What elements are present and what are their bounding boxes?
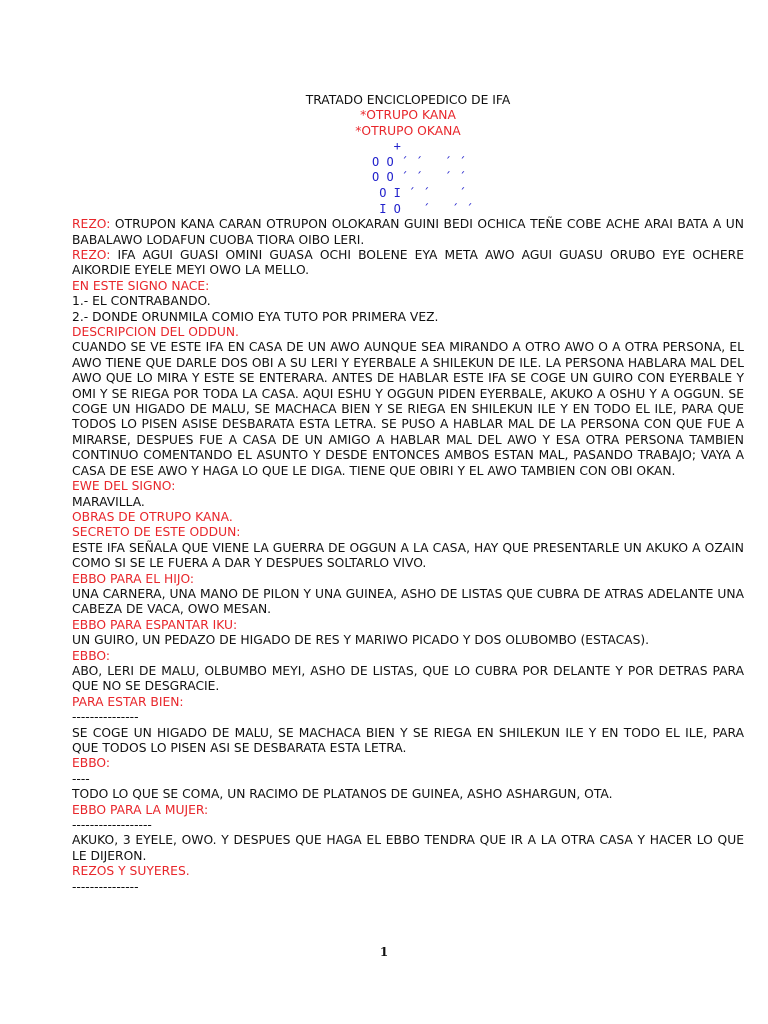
sign-figure [72,139,744,217]
ebbo-1-text: ABO, LERI DE MALU, OLBUMBO MEYI, ASHO DE LISTAS, QUE LO CUBRA POR DELANTE Y POR DETRAS PARA QUE NO SE DESGRACIE. [72,663,744,694]
ebbo-hijo-text: UNA CARNERA, UNA MANO DE PILON Y UNA GUINEA, ASHO DE LISTAS QUE CUBRA DE ATRAS ADELANTE UNA CABEZA DE VACA, OWO MESAN. [72,586,744,617]
sign-figure-line: I O ´ ´ ´ [372,201,474,216]
rezo-label: REZO: [72,217,111,232]
descripcion-text: CUANDO SE VE ESTE IFA EN CASA DE UN AWO AUNQUE SEA MIRANDO A OTRO AWO O A OTRA PERSONA, EL AWO TIENE QUE DARLE DOS OBI A SU LERI Y EYERBALE A SHILEKUN DE ILE. LA PERSONA HABLARA MAL DEL AWO QUE LO MIRA Y ESTE SE ENTERARA. ANTES DE HABLAR ESTE IFA SE COGE UN GUIRO CON EYERBALE Y OMI Y SE RIEGA POR TODA LA CASA. AQUI ESHU Y OGGUN PIDEN EYERBALE, AKUKO A OSHU Y A OGGUN. SE COGE UN HIGADO DE MALU, SE MACHACA BIEN Y SE RIEGA EN SHILEKUN ILE Y EN TODO EL ILE, PARA QUE TODOS LO PISEN ASISE DESBARATA ESTA LETRA. SE PUSO A HABLAR MAL DE LA PERSONA CON QUE FUE A MIRARSE, DESPUES FUE A CASA DE UN AMIGO A HABLAR MAL DEL AWO Y ESA OTRA PERSONA TAMBIEN CONTINUO COMENTANDO EL ASUNTO Y DESDE ENTONCES AMBOS ESTAN MAL, PASANDO TRABAJO; VAYA A CASA DE ESE AWO Y HAGA LO QUE LE DIGA. TIENE QUE OBIRI Y EL AWO TAMBIEN CON OBI OKAN. [72,340,744,478]
sign-name-2: *OTRUPO OKANA [355,123,461,138]
rezo-text: IFA AGUI GUASI OMINI GUASA OCHI BOLENE EYA META AWO AGUI GUASU ORUBO EYE OCHERE AIKORDIE EYELE MEYI OWO LA MELLO. [72,248,744,278]
section-heading-ebbo-iku: EBBO PARA ESPANTAR IKU: [72,617,238,632]
section-heading-ewe: EWE DEL SIGNO: [72,479,176,494]
document-page [72,93,744,895]
rezo-text: OTRUPON KANA CARAN OTRUPON OLOKARAN GUINI BEDI OCHICA TEÑE COBE ACHE ARAI BATA A UN BABALAWO LODAFUN CUOBA TIORA OIBO LERI. [72,217,744,247]
separator-dashes: ---- [72,771,90,786]
section-heading-ebbo-2: EBBO: [72,756,111,771]
nace-item: 2.- DONDE ORUNMILA COMIO EYA TUTO POR PRIMERA VEZ. [72,309,439,324]
ebbo-2-text: TODO LO QUE SE COMA, UN RACIMO DE PLATANOS DE GUINEA, ASHO ASHARGUN, OTA. [72,787,613,802]
sign-figure-line: O I ´ ´ ´ [372,186,466,200]
sign-figure-line: O O ´ ´ ´ ´ [372,154,466,169]
rezo-paragraph-2 [72,248,744,279]
document-title: TRATADO ENCICLOPEDICO DE IFA [305,93,511,107]
ebbo-iku-text: UN GUIRO, UN PEDAZO DE HIGADO DE RES Y MARIWO PICADO Y DOS OLUBOMBO (ESTACAS). [72,633,650,648]
section-heading-secreto: SECRETO DE ESTE ODDUN: [72,525,241,540]
secreto-text: ESTE IFA SEÑALA QUE VIENE LA GUERRA DE OGGUN A LA CASA, HAY QUE PRESENTARLE UN AKUKO A OZAIN COMO SI SE LE FUERA A DAR Y DESPUES SOLTARLO VIVO. [72,540,744,571]
nace-item: 1.- EL CONTRABANDO. [72,294,211,309]
sign-name-1: *OTRUPO KANA [360,108,456,123]
separator-dashes: --------------- [72,879,139,894]
ebbo-mujer-text: AKUKO, 3 EYELE, OWO. Y DESPUES QUE HAGA EL EBBO TENDRA QUE IR A LA OTRA CASA Y HACER LO QUE LE DIJERON. [72,833,744,863]
sign-figure-line: + [372,139,401,154]
rezo-paragraph-1 [72,217,744,248]
section-heading-obras: OBRAS DE OTRUPO KANA. [72,509,233,524]
section-heading-ebbo-hijo: EBBO PARA EL HIJO: [72,571,195,586]
sign-figure-line: O O ´ ´ ´ ´ [372,170,466,185]
estar-bien-text: SE COGE UN HIGADO DE MALU, SE MACHACA BIEN Y SE RIEGA EN SHILEKUN ILE Y EN TODO EL ILE, PARA QUE TODOS LO PISEN ASI SE DESBARATA ESTA LETRA. [72,725,744,755]
page-number: 1 [379,945,389,959]
section-heading-rezos: REZOS Y SUYERES. [72,864,190,879]
section-heading-ebbo-1: EBBO: [72,648,111,663]
section-heading-estar-bien: PARA ESTAR BIEN: [72,694,184,709]
separator-dashes: ------------------ [72,818,152,833]
rezo-label: REZO: [72,248,111,262]
section-heading-ebbo-mujer: EBBO PARA LA MUJER: [72,802,209,817]
section-heading-nace: EN ESTE SIGNO NACE: [72,278,210,293]
section-heading-descripcion: DESCRIPCION DEL ODDUN. [72,325,239,340]
separator-dashes: --------------- [72,710,139,725]
ewe-text: MARAVILLA. [72,494,145,509]
